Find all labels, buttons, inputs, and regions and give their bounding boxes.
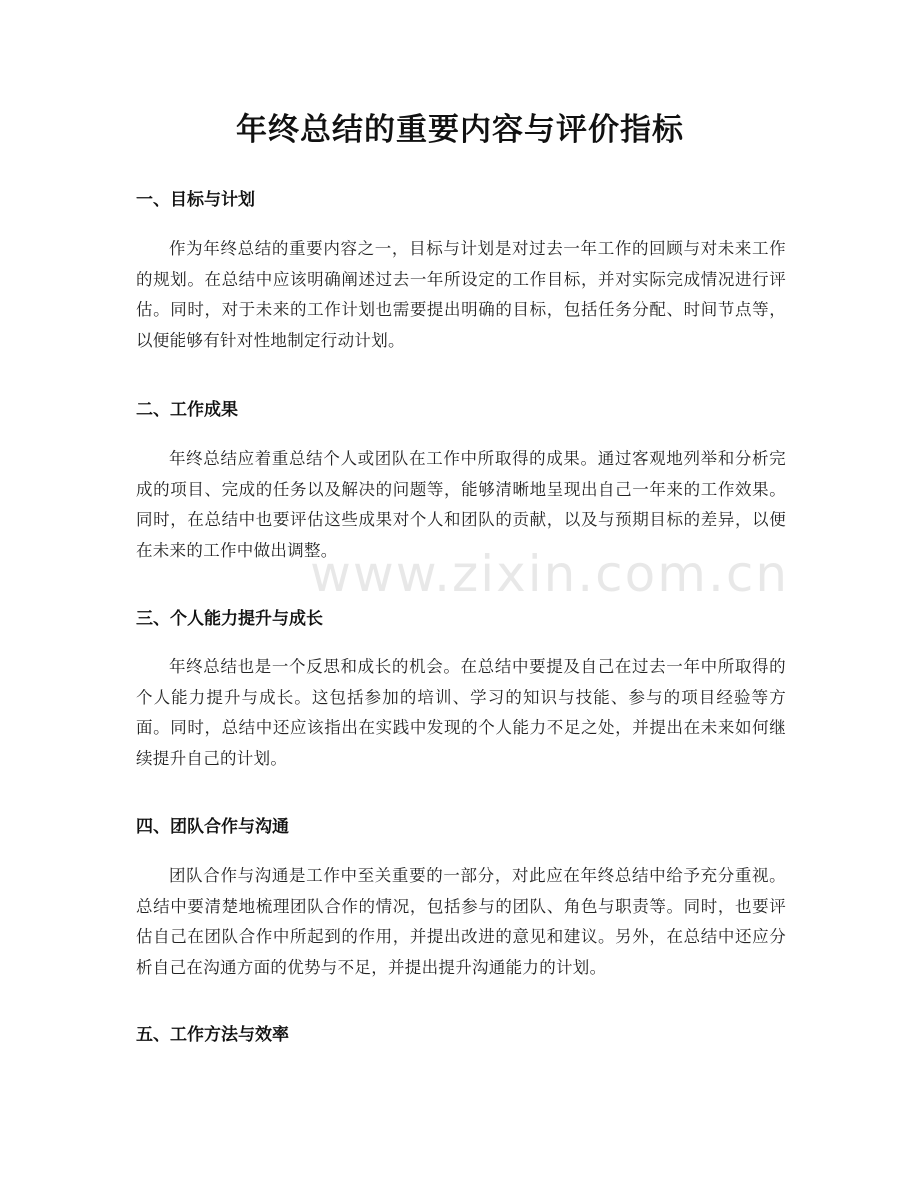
section-heading: 四、团队合作与沟通	[136, 817, 289, 837]
section-paragraph: 年终总结也是一个反思和成长的机会。在总结中要提及自己在过去一年中所取得的个人能力提升与成长。这包括参加的培训、学习的知识与技能、参与的项目经验等方面。同时，总结中还应该指出在实践中发现的个人能力不足之处，并提出在未来如何继续提升自己的计划。	[136, 657, 786, 768]
section-heading: 二、工作成果	[136, 400, 238, 420]
watermark: www.zixin.com.cn	[310, 545, 790, 603]
section-paragraph: 作为年终总结的重要内容之一，目标与计划是对过去一年工作的回顾与对未来工作的规划。在总结中应该明确阐述过去一年所设定的工作目标，并对实际完成情况进行评估。同时，对于未来的工作计划也需要提出明确的目标，包括任务分配、时间节点等，以便能够有针对性地制定行动计划。	[136, 239, 786, 350]
section-paragraph: 年终总结应着重总结个人或团队在工作中所取得的成果。通过客观地列举和分析完成的项目、完成的任务以及解决的问题等，能够清晰地呈现出自己一年来的工作效果。同时，在总结中也要评估这些成果对个人和团队的贡献，以及与预期目标的差异，以便在未来的工作中做出调整。	[136, 449, 786, 560]
section-heading: 五、工作方法与效率	[136, 1025, 289, 1045]
section-heading: 三、个人能力提升与成长	[136, 609, 323, 629]
section-heading: 一、目标与计划	[136, 190, 255, 210]
section-paragraph: 团队合作与沟通是工作中至关重要的一部分，对此应在年终总结中给予充分重视。总结中要清楚地梳理团队合作的情况，包括参与的团队、角色与职责等。同时，也要评估自己在团队合作中所起到的作用，并提出改进的意见和建议。另外，在总结中还应分析自己在沟通方面的优势与不足，并提出提升沟通能力的计划。	[136, 866, 786, 977]
document-title: 年终总结的重要内容与评价指标	[236, 112, 684, 148]
